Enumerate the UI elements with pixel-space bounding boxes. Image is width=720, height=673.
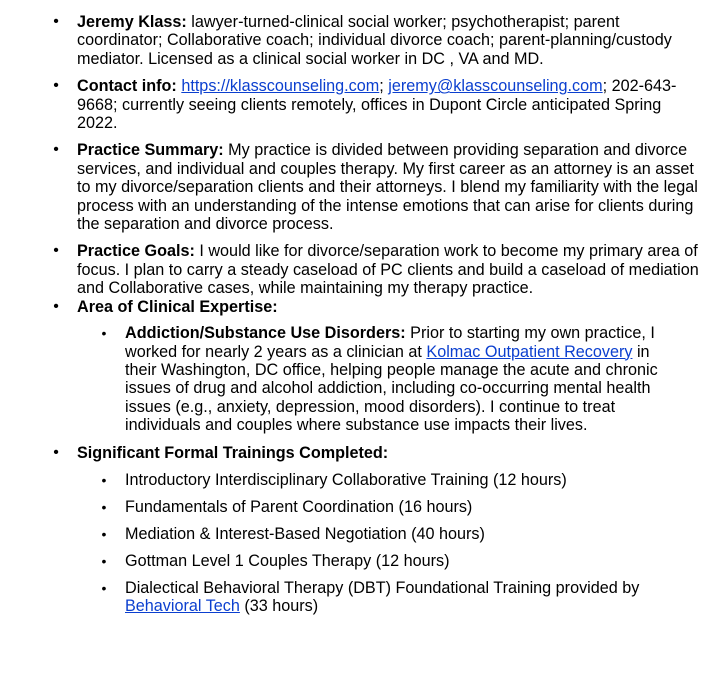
kolmac-link[interactable]: Kolmac Outpatient Recovery: [426, 342, 633, 361]
sub-bullet-icon: •: [101, 471, 107, 488]
item-label: Contact info:: [77, 77, 177, 96]
email-link[interactable]: jeremy@klasscounseling.com: [388, 77, 603, 96]
list-item-summary: [0, 141, 720, 233]
training-item: [0, 525, 702, 543]
bullet-icon: •: [53, 77, 59, 95]
training-item: [0, 552, 702, 570]
bullet-icon: •: [53, 13, 59, 30]
sub-item-label: Addiction/Substance Use Disorders:: [125, 324, 406, 343]
training-text: Mediation & Interest-Based Negotiation (40 hours): [125, 524, 485, 543]
behavioral-tech-link[interactable]: Behavioral Tech: [125, 596, 240, 615]
item-text: I would like for divorce/separation work to become my primary area of focus. I plan to carry a steady caseload of PC clients and build a caseload of mediation and Collaborative cases, while maintaining my therapy practice.: [77, 242, 699, 298]
bullet-icon: •: [53, 443, 59, 461]
website-link[interactable]: https://klasscounseling.com: [181, 77, 380, 96]
bullet-icon: •: [53, 141, 59, 159]
training-text: Dialectical Behavioral Therapy (DBT) Foundational Training provided by: [125, 578, 640, 597]
training-text: Gottman Level 1 Couples Therapy (12 hours): [125, 551, 450, 570]
item-label: Jeremy Klass:: [77, 13, 187, 31]
training-text: Introductory Interdisciplinary Collaborative Training (12 hours): [125, 470, 567, 489]
training-item: [0, 498, 702, 516]
item-label: Area of Clinical Expertise:: [77, 297, 278, 316]
trainings-sublist: [77, 471, 702, 615]
list-item-goals: [0, 242, 720, 297]
training-item: [0, 471, 702, 489]
expertise-sublist: [77, 324, 702, 434]
bullet-icon: •: [53, 242, 59, 260]
item-label: Significant Formal Trainings Completed:: [77, 443, 389, 462]
item-text: ; 202-643-9668; currently seeing clients remotely, offices in Dupont Circle anticipated Spring 2022.: [77, 77, 677, 133]
training-text-continued: (33 hours): [239, 596, 319, 615]
sub-bullet-icon: •: [101, 525, 107, 542]
training-item-dbt: [0, 579, 702, 616]
sub-item-text: Prior to starting my own practice, I worked for nearly 2 years as a clinician at: [125, 324, 655, 361]
item-text: lawyer-turned-clinical social worker; psychotherapist; parent coordinator; Collaborative coach; individual divorce coach; parent-planning/custody mediator. Licensed as a clinical social worker in DC , VA and MD.: [77, 13, 672, 68]
list-item-klass: [0, 13, 720, 68]
item-label: Practice Goals:: [77, 242, 195, 261]
item-label: Practice Summary:: [77, 141, 224, 160]
list-item-trainings: [0, 444, 720, 616]
list-item-contact: [0, 77, 720, 132]
sub-bullet-icon: •: [101, 498, 107, 515]
sub-bullet-icon: •: [101, 325, 107, 342]
separator-text: ;: [379, 77, 389, 96]
sub-item-text-continued: in their Washington, DC office, helping people manage the acute and chronic issues of drug and alcohol addiction, including co-occurring mental health issues (e.g., anxiety, depression, mood disorders). I continue to treat individuals and couples where substance use impacts their lives.: [125, 342, 658, 435]
bullet-icon: •: [53, 297, 59, 315]
sub-bullet-icon: •: [101, 579, 107, 596]
item-text: My practice is divided between providing separation and divorce services, and individual and couples therapy. My first career as an attorney is an asset to my divorce/separation clients and their attorneys. I blend my familiarity with the legal process with an understanding of the intense emotions that can arise for clients during the separation and divorce process.: [77, 141, 698, 234]
list-item-expertise: [0, 298, 720, 435]
sublist-item-addiction: [0, 324, 702, 434]
sub-bullet-icon: •: [101, 552, 107, 569]
training-text: Fundamentals of Parent Coordination (16 hours): [125, 497, 473, 516]
